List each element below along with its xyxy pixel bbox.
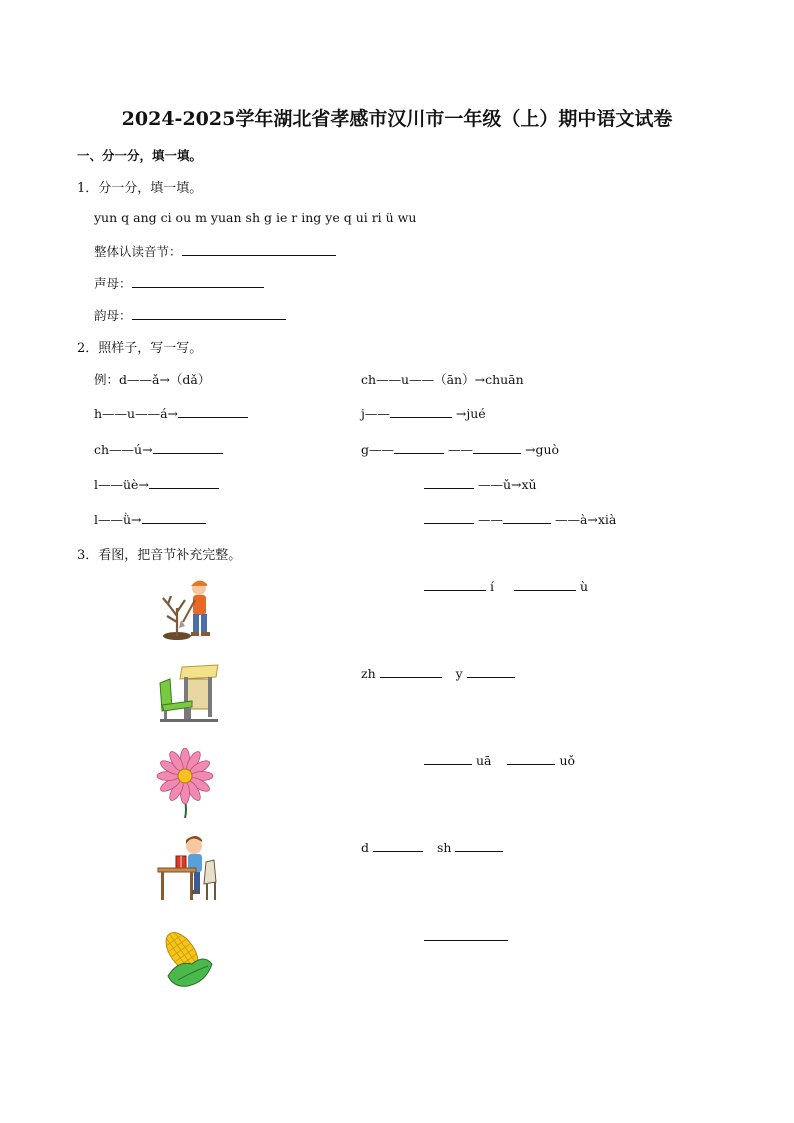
answer-blank[interactable]	[132, 307, 286, 320]
q2-text: ——à→xià	[550, 512, 617, 527]
section-heading-1: 一、分一分，填一填。	[77, 148, 203, 163]
answer-blank[interactable]	[132, 275, 264, 288]
q2-text: g——	[361, 442, 395, 457]
q2-text: ——	[444, 442, 473, 457]
q2-text: j——	[361, 406, 390, 421]
answer-blank[interactable]	[473, 441, 521, 454]
boy-reading-at-desk-icon	[156, 832, 222, 902]
answer-blank[interactable]	[424, 476, 474, 489]
answer-blank[interactable]	[394, 441, 444, 454]
q2-right-item	[361, 441, 559, 457]
boy-planting-tree-icon	[155, 576, 217, 642]
q1-row-finals	[94, 306, 286, 324]
q2-text: ch——u——（ān）→chuān	[361, 372, 524, 387]
pink-flower-icon	[155, 748, 215, 818]
answer-blank[interactable]	[467, 665, 515, 678]
answer-blank[interactable]	[503, 511, 551, 524]
answer-blank[interactable]	[455, 839, 503, 852]
answer-blank[interactable]	[142, 511, 206, 524]
answer-blank[interactable]	[424, 578, 486, 591]
q2-left-item	[94, 441, 223, 457]
answer-blank[interactable]	[373, 839, 423, 852]
answer-blank[interactable]	[424, 752, 472, 765]
answer-blank[interactable]	[424, 928, 508, 941]
q3-text: ù	[575, 579, 589, 594]
q2-left-example	[94, 370, 210, 388]
q3-heading: 3．看图，把音节补充完整。	[77, 548, 242, 563]
q3-item-1-answer	[424, 578, 588, 594]
q2-right-item	[424, 476, 537, 492]
q3-text: uǒ	[555, 753, 576, 768]
q2-text: h——u——á→	[94, 406, 179, 421]
q2-text: ——	[474, 512, 503, 527]
q3-text: zh	[361, 666, 380, 681]
q2-left-item	[94, 405, 248, 421]
answer-blank[interactable]	[390, 405, 452, 418]
q2-text: l——üè→	[94, 477, 149, 492]
answer-blank[interactable]	[149, 476, 219, 489]
q2-left-item	[94, 511, 206, 527]
answer-blank[interactable]	[514, 578, 576, 591]
q3-item-4-answer	[361, 839, 503, 855]
q1-row-whole	[94, 242, 336, 260]
q2-text: ——ǔ→xǔ	[474, 477, 537, 492]
page-title: 2024-2025学年湖北省孝感市汉川市一年级（上）期中语文试卷	[121, 108, 673, 130]
q2-left-item	[94, 476, 219, 492]
q1-row-label: 整体认读音节：	[94, 244, 182, 259]
answer-blank[interactable]	[380, 665, 442, 678]
answer-blank[interactable]	[507, 752, 555, 765]
answer-blank[interactable]	[182, 243, 336, 256]
q3-item-3-answer	[424, 752, 575, 768]
q2-text: 例：d——ǎ→（dǎ）	[94, 372, 211, 387]
q1-row-label: 声母：	[94, 276, 132, 291]
answer-blank[interactable]	[424, 511, 474, 524]
q1-syllables: yun q ang ci ou m yuan sh g ie r ing ye q ui ri ü wu	[94, 210, 417, 225]
q1-heading: 1．分一分，填一填。	[77, 181, 203, 196]
q2-text: l——ǜ→	[94, 512, 142, 527]
answer-blank[interactable]	[178, 405, 248, 418]
q3-item-2-answer	[361, 665, 515, 681]
q2-text: ch——ú→	[94, 442, 153, 457]
answer-blank[interactable]	[153, 441, 223, 454]
q3-text: y	[455, 666, 467, 681]
q3-text: sh	[436, 840, 456, 855]
q2-text: →jué	[451, 406, 486, 421]
q2-text: →guò	[521, 442, 560, 457]
desk-and-chair-icon	[156, 663, 222, 725]
q2-right-item	[361, 405, 486, 421]
q3-text: d	[361, 840, 373, 855]
q3-text: í	[486, 579, 494, 594]
q1-row-label: 韵母：	[94, 308, 132, 323]
corn-icon	[158, 924, 214, 990]
q2-heading: 2．照样子，写一写。	[77, 341, 203, 356]
q2-right-item	[424, 511, 616, 527]
q1-row-initials	[94, 274, 264, 292]
q3-text: uā	[472, 753, 492, 768]
q3-item-5-answer	[424, 928, 508, 944]
q2-right-example	[361, 370, 524, 388]
